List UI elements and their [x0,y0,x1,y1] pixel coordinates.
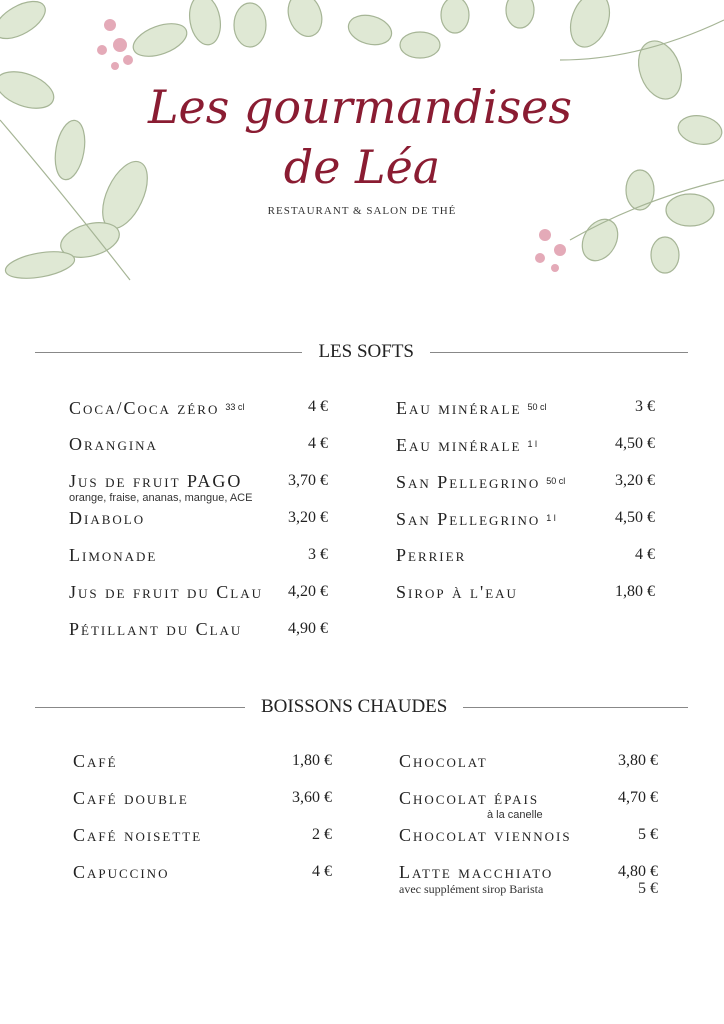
divider [35,352,302,353]
restaurant-title-line2: de Léa [283,140,441,194]
divider [35,707,245,708]
item-description-text: à la canelle [487,809,543,821]
item-name-text: San Pellegrino [396,509,541,529]
item-price: 3,20 € [288,509,328,526]
menu-item [396,397,655,434]
item-name-text: Perrier [396,545,467,565]
item-name [399,825,658,845]
item-price: 4,80 € [618,863,658,880]
item-name-text: Orangina [69,434,158,454]
menu-item [69,619,328,656]
menu-item [399,862,658,899]
item-name-text: Diabolo [69,508,146,528]
menu-item [69,545,328,582]
item-price: 3,80 € [618,752,658,769]
item-name-text: Pétillant du Clau [69,619,243,639]
menu-item [69,471,328,508]
menu-item [396,582,655,619]
item-volume: 33 cl [225,402,245,412]
restaurant-title-line1: Les gourmandises [147,80,573,134]
item-name-text: Jus de fruit PAGO [69,471,243,491]
item-name [396,545,655,565]
item-price: 4 € [312,863,332,880]
item-price: 3 € [308,546,328,563]
menu-item [73,825,332,862]
item-name-text: Eau minérale [396,398,522,418]
chaudes-right-column [399,751,658,899]
menu-item [69,508,328,545]
item-name-text: Capuccino [73,862,170,882]
item-description [399,882,658,897]
item-name-text: Jus de fruit du Clau [69,582,264,602]
item-description-text: orange, fraise, ananas, mangue, ACE [69,492,253,504]
item-name-text: Chocolat épais [399,788,540,808]
menu-item [73,862,332,899]
item-name-text: Chocolat [399,751,488,771]
section-title: BOISSONS CHAUDES [261,696,448,717]
item-name [69,545,328,565]
item-price: 4,70 € [618,789,658,806]
item-price: 4,50 € [615,509,655,526]
item-price: 4,90 € [288,620,328,637]
divider [430,352,688,353]
item-volume: 1 l [527,439,537,449]
menu-item [396,434,655,471]
item-price: 5 € [638,826,658,843]
item-name-text: Café noisette [73,825,203,845]
menu-item [69,434,328,471]
item-name-text: Eau minérale [396,435,522,455]
item-name-text: Coca/Coca zéro [69,398,220,418]
menu-item [73,788,332,825]
menu-item [69,582,328,619]
divider [463,707,688,708]
item-price: 3,60 € [292,789,332,806]
item-supplement-price: 5 € [638,880,658,897]
item-volume: 50 cl [527,402,547,412]
item-price: 3,70 € [288,472,328,489]
item-description [399,808,658,823]
item-price: 4,20 € [288,583,328,600]
item-price: 1,80 € [615,583,655,600]
item-price: 3,20 € [615,472,655,489]
item-name-text: Sirop à l'eau [396,582,518,602]
softs-right-column [396,397,655,619]
chaudes-left-column [73,751,332,899]
menu-item [69,397,328,434]
item-price: 4 € [308,398,328,415]
menu-item [399,751,658,788]
item-name-text: Café [73,751,118,771]
menu-item [396,545,655,582]
item-name-text: San Pellegrino [396,472,541,492]
item-name [69,434,328,454]
item-name [396,397,655,418]
menu-item [399,788,658,825]
menu-item [399,825,658,862]
softs-left-column [69,397,328,656]
menu-item [396,471,655,508]
item-name-text: Limonade [69,545,158,565]
item-name [73,862,332,882]
item-name [73,825,332,845]
item-name-text: Café double [73,788,189,808]
section-header-softs [35,341,688,363]
section-title: LES SOFTS [318,341,414,362]
item-name-text: Latte macchiato [399,862,554,882]
item-description [69,491,328,506]
section-header-boissons-chaudes [35,696,688,718]
item-price: 4,50 € [615,435,655,452]
item-price: 3 € [635,398,655,415]
item-volume: 1 l [546,513,556,523]
item-price: 4 € [308,435,328,452]
item-name-text: Chocolat viennois [399,825,572,845]
menu-item [73,751,332,788]
restaurant-subtitle: RESTAURANT & SALON DE THÉ [267,205,457,217]
item-description-text: avec supplément sirop Barista [399,882,544,896]
item-name [69,397,328,418]
item-volume: 50 cl [546,476,566,486]
item-price: 4 € [635,546,655,563]
menu-item [396,508,655,545]
item-price: 2 € [312,826,332,843]
item-price: 1,80 € [292,752,332,769]
